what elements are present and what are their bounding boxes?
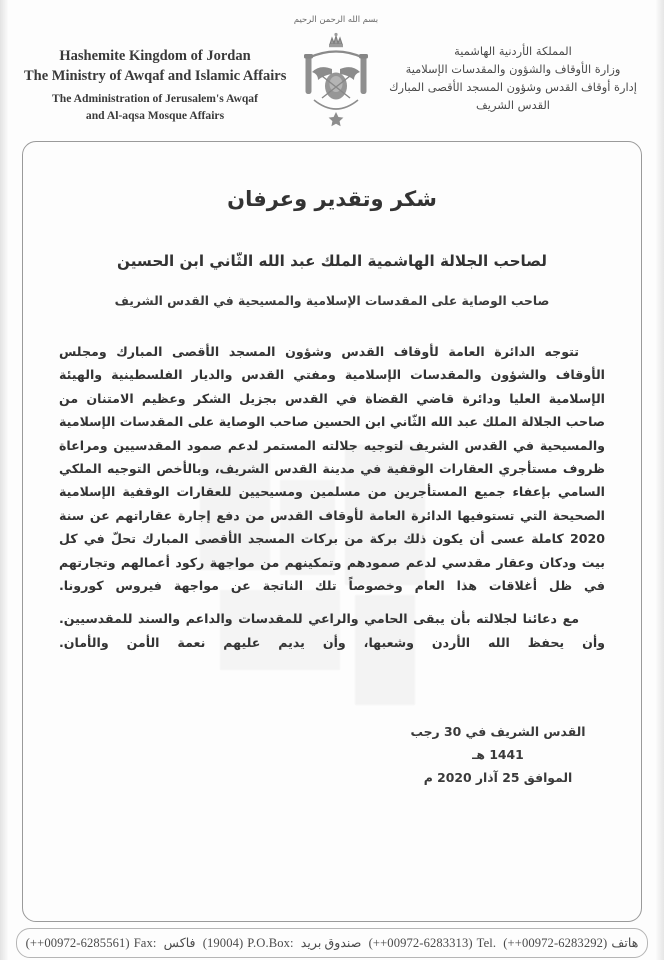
pobox-number: (19004) <box>202 936 244 950</box>
fax-number: (++00972-6285561) <box>25 936 130 950</box>
body-text <box>59 340 605 660</box>
header-en-line1: Hashemite Kingdom of Jordan <box>59 48 251 64</box>
pobox-label-ar: صندوق بريد <box>300 936 362 950</box>
signature-block <box>393 720 603 789</box>
footer-contact-bar <box>16 928 648 958</box>
header-en-line2: The Ministry of Awqaf and Islamic Affairs <box>24 68 287 84</box>
fax-label-en: Fax: <box>133 936 157 950</box>
header-ar-line4: القدس الشريف <box>476 98 550 112</box>
basmala-text: بسم الله الرحمن الرحيم <box>293 14 379 24</box>
tel-number-2: (++00972-6283313) <box>368 936 473 950</box>
header-ar-line2: وزارة الأوقاف والشؤون والمقدسات الإسلامية <box>405 62 621 76</box>
page-title: شكر وتقدير وعرفان <box>227 187 437 211</box>
tel-label-ar: هاتف <box>611 936 639 950</box>
header-ar-line1: المملكة الأردنية الهاشمية <box>454 44 572 58</box>
signature-gregorian-date: الموافق 25 آذار 2020 م <box>423 770 573 785</box>
body-paragraph-2: مع دعائنا لجلالته بأن يبقى الحامي والراعي للمقدسات والداعم والسند للمقدسيين. وأن يحفظ الله الأردن وشعبها، وأن يديم عليهم نعمة الأمن والأمان. <box>59 611 605 650</box>
document-body-frame <box>22 141 642 922</box>
tel-label-en: Tel. <box>476 936 497 950</box>
pobox-label-en: P.O.Box: <box>247 936 294 950</box>
header-ar-line3: إدارة أوقاف القدس وشؤون المسجد الأقصى المبارك <box>389 80 637 94</box>
header-en-line4: and Al-aqsa Mosque Affairs <box>85 109 225 122</box>
header-en-line3: The Administration of Jerusalem's Awqaf <box>52 92 258 105</box>
body-paragraph-1: تتوجه الدائرة العامة لأوقاف القدس وشؤون المسجد الأقصى المبارك ومجلس الأوقاف والشؤون والمقدسات الإسلامية ومفتي القدس والديار الفلسطينية والهيئة الإسلامية العليا ودائرة قاضي القضاة في القدس بجزيل الشكر وعظيم الامتنان من صاحب الجلالة الملك عبد الله الثّاني ابن الحسين صاحب الوصاية على المقدسات الإسلامية والمسيحية في القدس الشريف لتوجيه جلالته المستمر لدعم صمود المقدسيين ومراعاة ظروف مستأجري العقارات الوقفية في مدينة القدس الشريف، وبالأخص التوجيه الملكي السامي بإعفاء جميع المستأجرين من مسلمين ومسيحيين للعقارات الوقفية الإسلامية الصحيحة التي تستوفيها الدائرة العامة لأوقاف القدس من دفع إجارة عقاراتهم عن سنة 2020 كاملة عسى أن يكون ذلك بركة من بركات المسجد الأقصى المبارك تحلّ في كل بيت ودكان وعقار مقدسي لدعم صمودهم وتمكينهم من مواجهة ركود أعمالهم وتجارتهم في ظل أغلاقات هذا العام وخصوصاً تلك الناتجة عن مواجهة فيروس كورونا. <box>59 344 605 594</box>
footer-contact-text <box>24 935 641 951</box>
header-english-block <box>24 46 286 124</box>
jordan-coat-of-arms-icon <box>288 14 384 132</box>
addressee-subtitle: صاحب الوصاية على المقدسات الإسلامية والمسيحية في القدس الشريف <box>114 294 550 308</box>
addressee-line: لصاحب الجلالة الهاشمية الملك عبد الله الثّاني ابن الحسين <box>117 252 547 270</box>
tel-number-1: (++00972-6283292) <box>503 936 608 950</box>
signature-hijri-date: القدس الشريف في 30 رجب 1441 هـ <box>410 724 586 762</box>
header-arabic-block <box>388 42 638 114</box>
fax-label-ar: فاكس <box>163 936 196 950</box>
document-header <box>0 0 664 138</box>
